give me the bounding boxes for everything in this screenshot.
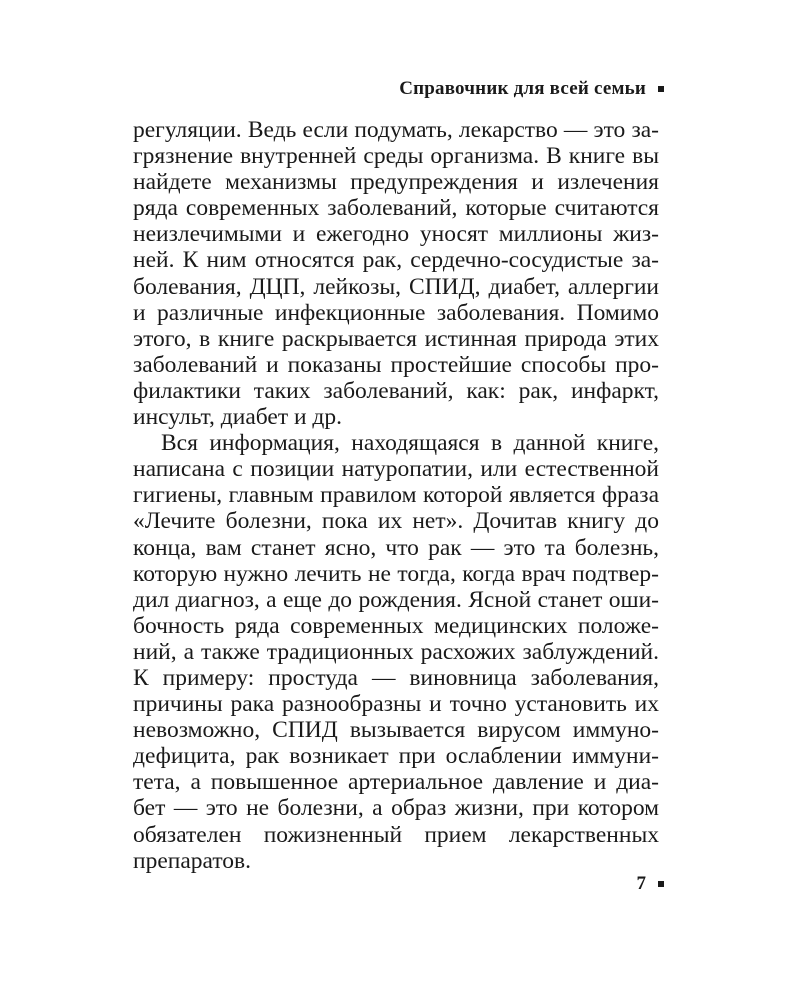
paragraph: регуляции. Ведь если подумать, лекарство — это загрязнение внутренней среды организма. В книге вы найдете механизмы предупреждения и излечения ряда современных заболеваний, которые считаются неизлечимыми и ежегодно уносят миллионы жизней. К ним относятся рак, сердечно-сосудистые заболевания, ДЦП, лейкозы, СПИД, диабет, аллергии и различные инфекционные заболевания. Помимо этого, в книге раскрывается истинная природа этих заболеваний и показаны простейшие способы профилактики таких заболеваний, как: рак, инфаркт, инсульт, диабет и др. [133, 117, 659, 431]
square-bullet-icon [658, 881, 664, 887]
square-bullet-icon [658, 86, 664, 92]
body-text [133, 117, 659, 874]
page-number: 7 [636, 873, 646, 894]
running-title: Справочник для всей семьи [399, 78, 646, 99]
page-footer [637, 873, 665, 895]
running-header [399, 78, 664, 100]
paragraph: Вся информация, находящаяся в данной книге, написана с позиции натуропатии, или естественной гигиены, главным правилом которой является фраза «Лечите болезни, пока их нет». Дочитав книгу до конца, вам станет ясно, что рак — это та болезнь, которую нужно лечить не тогда, когда врач подтвердил диагноз, а еще до рождения. Ясной станет ошибочность ряда современных медицинских положений, а также традиционных расхожих заблуждений. К примеру: простуда — виновница заболевания, причины рака разнообразны и точно установить их невозможно, СПИД вызывается вирусом иммунодефицита, рак возникает при ослаблении иммунитета, а повышенное артериальное давление и диабет — это не болезни, а образ жизни, при котором обязателен пожизненный прием лекарственных препаратов. [133, 430, 659, 874]
